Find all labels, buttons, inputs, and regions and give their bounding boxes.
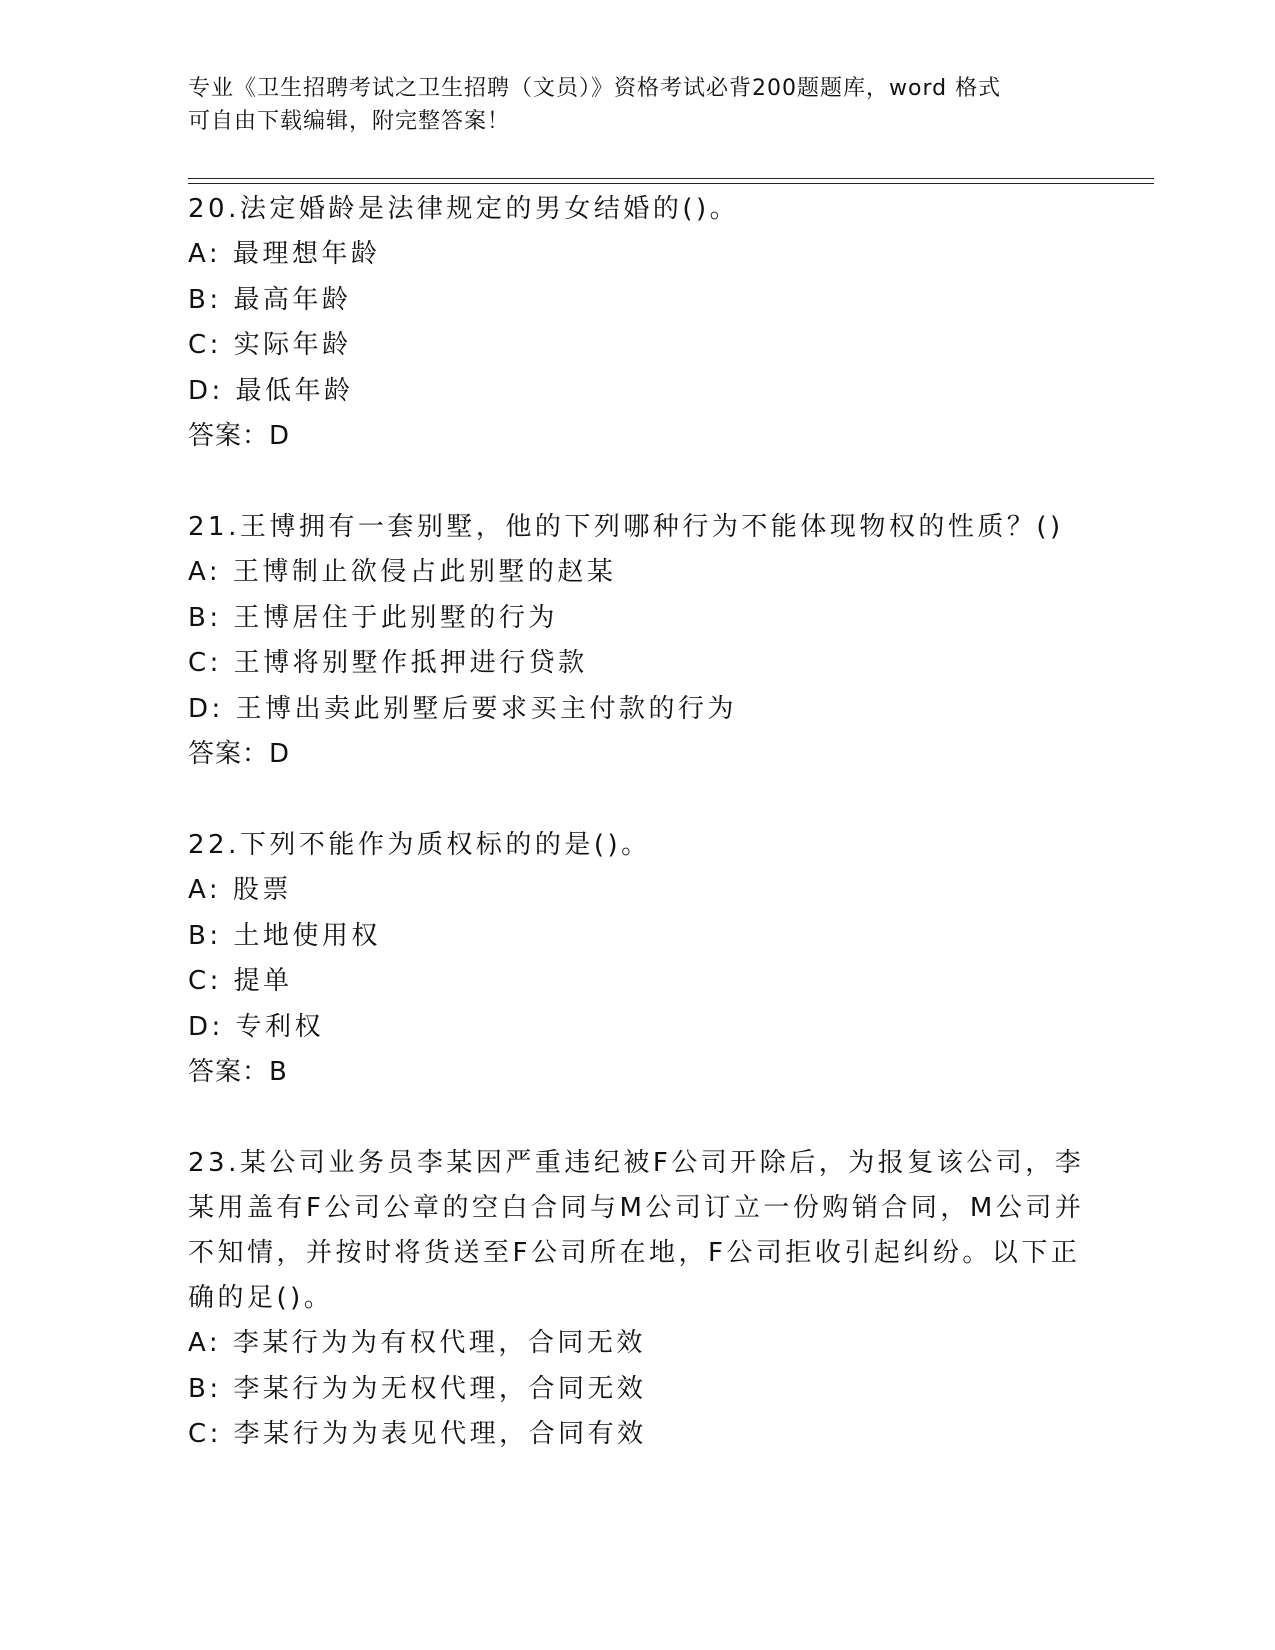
answer-line: 答案：D	[188, 421, 291, 451]
option-a: A: 王博制止欲侵占此别墅的赵某	[188, 557, 617, 587]
question-list	[188, 187, 1088, 1504]
question-23	[188, 1141, 1088, 1458]
question-stem-line-4: 确的足()。	[188, 1283, 334, 1313]
question-22	[188, 823, 1088, 1095]
option-b: B: 土地使用权	[188, 920, 381, 951]
question-20	[188, 187, 1088, 459]
option-c: C: 实际年龄	[188, 330, 352, 360]
answer-line: 答案：B	[188, 1057, 288, 1087]
header-divider-bottom	[188, 183, 1154, 184]
option-a: A: 李某行为为有权代理，合同无效	[188, 1328, 646, 1358]
header-title-line-2: 可自由下载编辑，附完整答案！	[188, 109, 511, 134]
option-d: D: 专利权	[188, 1011, 325, 1042]
question-stem: 21.王博拥有一套别墅，他的下列哪种行为不能体现物权的性质？()	[188, 512, 1064, 542]
option-c: C: 王博将别墅作抵押进行贷款	[188, 648, 588, 678]
question-stem: 20.法定婚龄是法律规定的男女结婚的()。	[188, 194, 740, 224]
question-stem: 22.下列不能作为质权标的的是()。	[188, 830, 651, 860]
question-stem-line-1: 23.某公司业务员李某因严重违纪被F公司开除后，为报复该公司，李	[188, 1148, 1085, 1178]
option-b: B: 最高年龄	[188, 284, 352, 315]
question-stem-line-3: 不知情，并按时将货送至F公司所在地，F公司拒收引起纠纷。以下正	[188, 1238, 1081, 1268]
option-b: B: 李某行为为无权代理，合同无效	[188, 1373, 647, 1404]
option-d: D: 王博出卖此别墅后要求买主付款的行为	[188, 693, 738, 724]
header-divider-top	[188, 178, 1154, 179]
option-a: A: 最理想年龄	[188, 239, 381, 269]
question-stem-line-2: 某用盖有F公司公章的空白合同与M公司订立一份购销合同，M公司并	[188, 1193, 1085, 1223]
option-b: B: 王博居住于此别墅的行为	[188, 602, 558, 633]
header-title-line-1: 专业《卫生招聘考试之卫生招聘（文员）》资格考试必背200题题库，word 格式	[188, 76, 1002, 101]
option-c: C: 李某行为为表见代理，合同有效	[188, 1419, 647, 1449]
document-header	[188, 72, 1088, 138]
option-d: D: 最低年龄	[188, 375, 354, 406]
option-c: C: 提单	[188, 966, 293, 996]
question-21	[188, 505, 1088, 777]
option-a: A: 股票	[188, 875, 292, 905]
answer-line: 答案：D	[188, 739, 291, 769]
